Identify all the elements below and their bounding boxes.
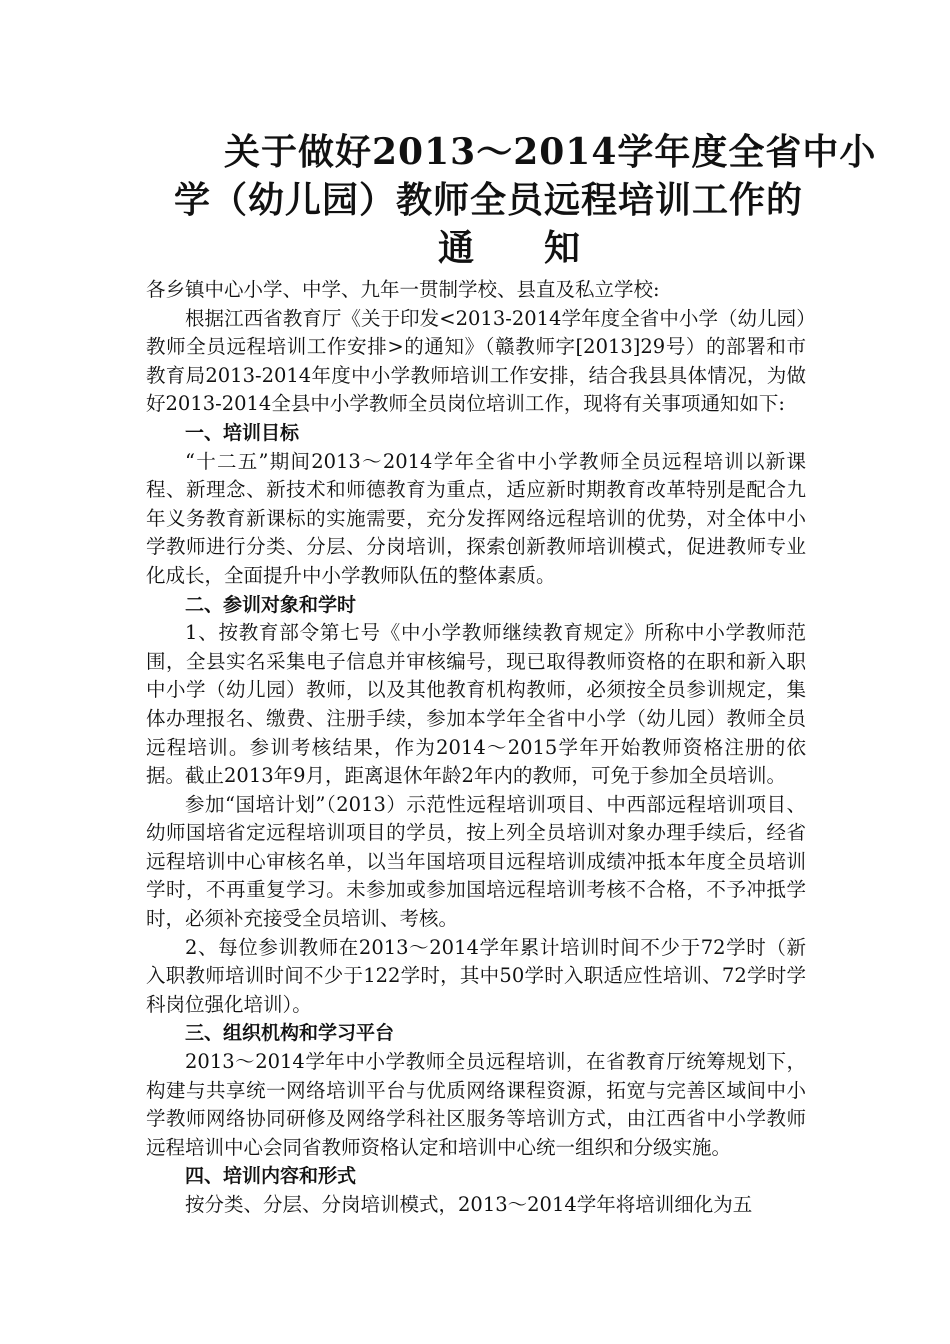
section-1-paragraph: “十二五”期间2013～2014学年全省中小学教师全员远程培训以新课程、新理念、新技术和师德教育为重点，适应新时期教育改革特别是配合九年义务教育新课标的实施需要，充分发挥网络远程培训的优势，对全体中小学教师进行分类、分层、分岗培训，探索创新教师培训模式，促进教师专业化成长，全面提升中小学教师队伍的整体素质。 — [146, 449, 806, 587]
section-4-heading: 四、培训内容和形式 — [185, 1165, 357, 1188]
section-3-heading: 三、组织机构和学习平台 — [185, 1022, 395, 1045]
title-line-3 — [150, 224, 830, 272]
section-2-paragraph-3: 2、每位参训教师在2013～2014学年累计培训时间不少于72学时（新入职教师培训时间不少于122学时，其中50学时入职适应性培训、72学时学科岗位强化培训）。 — [146, 935, 806, 1016]
title-line-2: 学（幼儿园）教师全员远程培训工作的 — [174, 179, 804, 221]
intro-paragraph: 根据江西省教育厅《关于印发<2013-2014学年度全省中小学（幼儿园）教师全员远程培训工作安排>的通知》（赣教师字[2013]29号）的部署和市教育局2013-2014年度中小学教师培训工作安排，结合我县具体情况，为做好2013-2014全县中小学教师全员岗位培训工作，现将有关事项通知如下: — [146, 306, 806, 416]
section-2-heading: 二、参训对象和学时 — [185, 593, 357, 616]
section-1-heading: 一、培训目标 — [185, 421, 300, 444]
section-2-paragraph-1: 1、按教育部令第七号《中小学教师继续教育规定》所称中小学教师范围，全县实名采集电子信息并审核编号，现已取得教师资格的在职和新入职中小学（幼儿园）教师，以及其他教育机构教师，必须按全员参训规定，集体办理报名、缴费、注册手续，参加本学年全省中小学（幼儿园）教师全员远程培训。参训考核结果，作为2014～2015学年开始教师资格注册的依据。截止2013年9月，距离退休年龄2年内的教师，可免于参加全员培训。 — [146, 621, 806, 788]
salutation: 各乡镇中心小学、中学、九年一贯制学校、县直及私立学校: — [146, 278, 660, 301]
document-body — [146, 276, 806, 1220]
title-line-1: 关于做好2013～2014学年度全省中小 — [224, 131, 877, 173]
document-title — [150, 128, 877, 272]
section-2-paragraph-2: 参加“国培计划”（2013）示范性远程培训项目、中西部远程培训项目、幼师国培省定远程培训项目的学员，按上列全员培训对象办理手续后，经省远程培训中心审核名单，以当年国培项目远程培训成绩冲抵本年度全员培训学时，不再重复学习。未参加或参加国培远程培训考核不合格，不予冲抵学时，必须补充接受全员培训、考核。 — [146, 792, 806, 931]
title-word-zhi: 知 — [544, 227, 581, 269]
section-3-paragraph: 2013～2014学年中小学教师全员远程培训，在省教育厅统筹规划下，构建与共享统一网络培训平台与优质网络课程资源，拓宽与完善区域间中小学教师网络协同研修及网络学科社区服务等培训方式，由江西省中小学教师远程培训中心会同省教师资格认定和培训中心统一组织和分级实施。 — [146, 1050, 806, 1159]
title-word-tong: 通 — [438, 227, 475, 269]
section-4-paragraph: 按分类、分层、分岗培训模式，2013～2014学年将培训细化为五 — [185, 1193, 753, 1216]
